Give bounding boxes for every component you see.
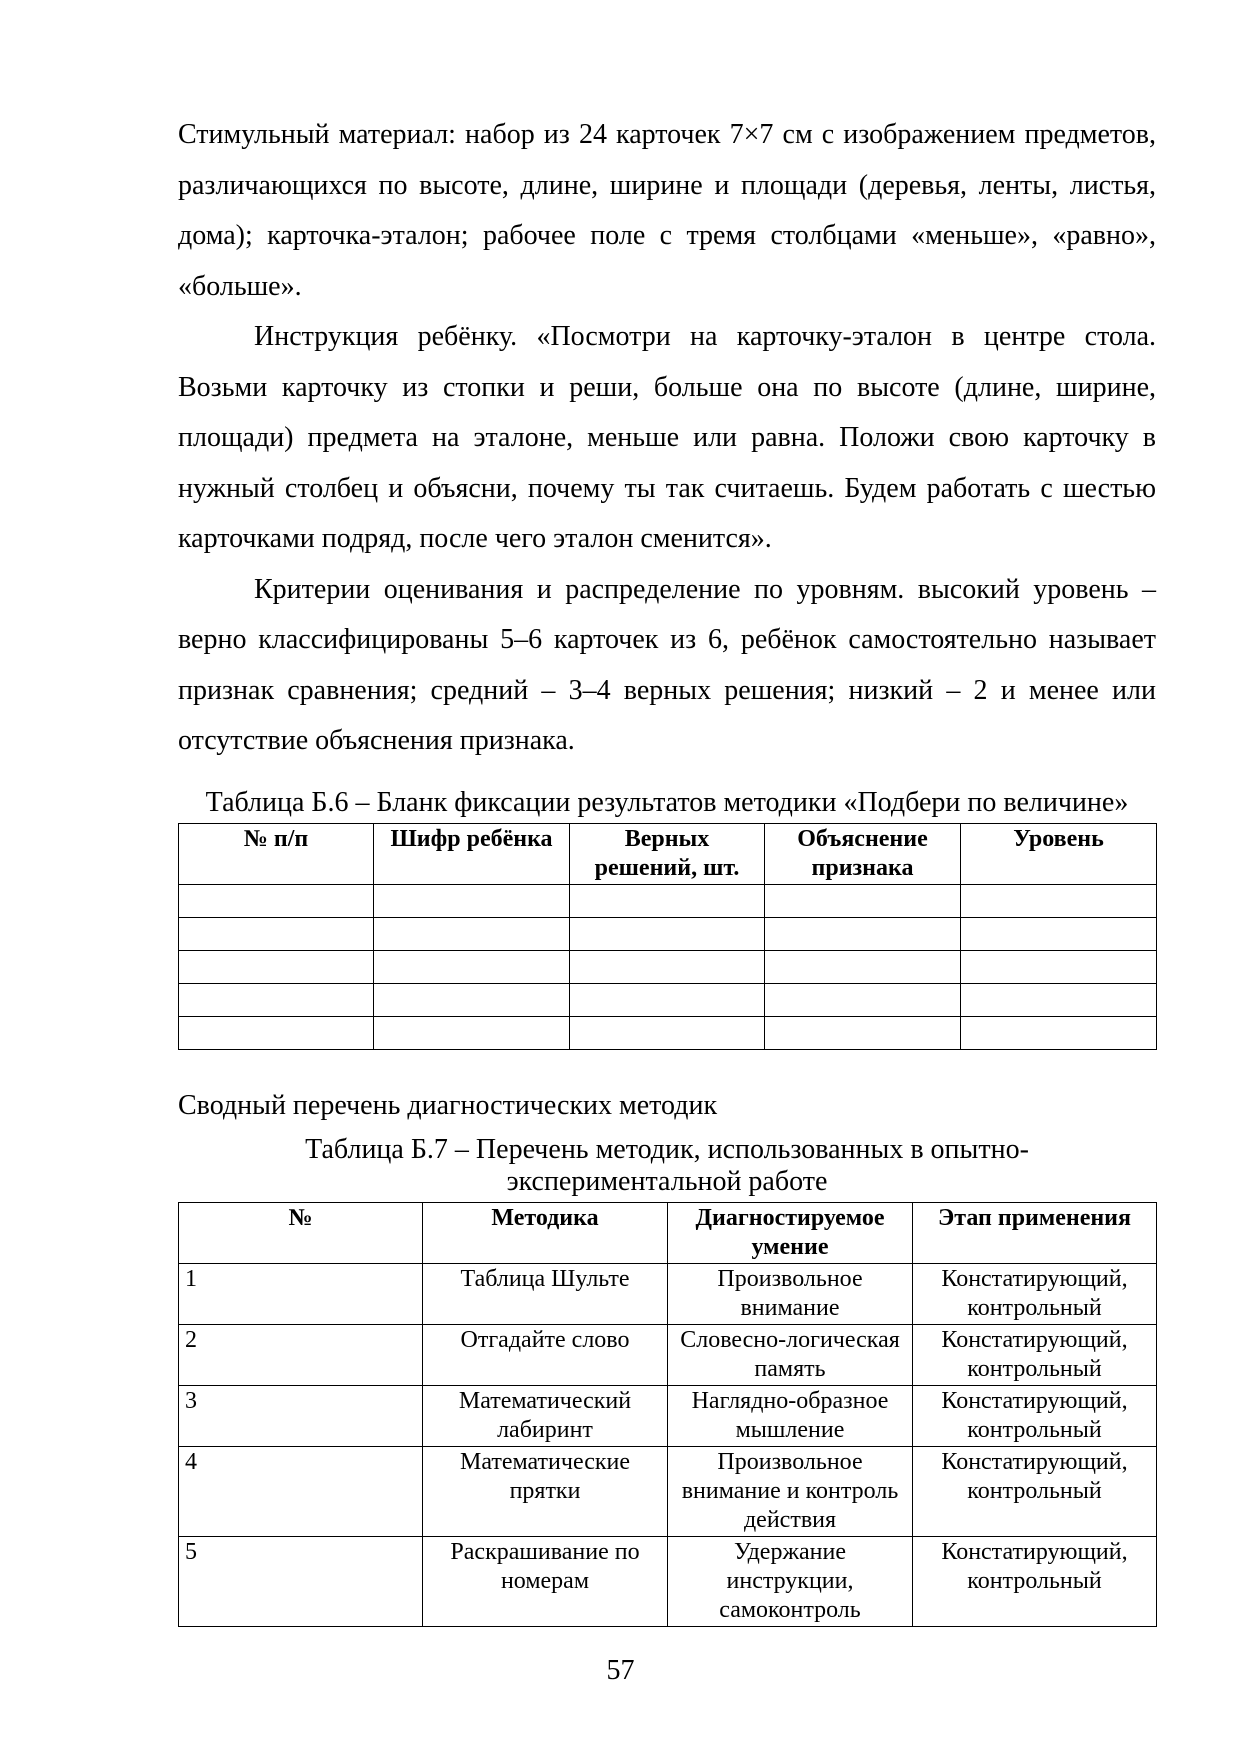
table-header-cell: Диагностируемое умение [668, 1202, 913, 1263]
table-cell: Математические прятки [423, 1446, 668, 1536]
table-row [179, 884, 1157, 917]
table-cell [179, 917, 374, 950]
table-header-cell: Объяснение признака [765, 823, 961, 884]
table-cell: Констатирующий, контрольный [913, 1446, 1157, 1536]
table-cell [570, 983, 765, 1016]
table-cell [570, 1016, 765, 1049]
table-cell [374, 950, 570, 983]
table-cell: 1 [179, 1263, 423, 1324]
table-cell [765, 884, 961, 917]
table-cell [374, 884, 570, 917]
table-cell [570, 950, 765, 983]
table-cell: 2 [179, 1324, 423, 1385]
table-cell: Констатирующий, контрольный [913, 1263, 1157, 1324]
methods-table [178, 1202, 1157, 1627]
table-cell: Констатирующий, контрольный [913, 1385, 1157, 1446]
table-cell: Произвольное внимание и контроль действия [668, 1446, 913, 1536]
table-cell [179, 983, 374, 1016]
table-cell [765, 917, 961, 950]
table-header-cell: № [179, 1202, 423, 1263]
table-cell [961, 950, 1157, 983]
table-cell [374, 983, 570, 1016]
table-row [179, 1324, 1157, 1385]
table-header-cell: Этап применения [913, 1202, 1157, 1263]
table-row [179, 1016, 1157, 1049]
table-cell [374, 1016, 570, 1049]
table-cell [765, 1016, 961, 1049]
table-cell: Произвольное внимание [668, 1263, 913, 1324]
table-row [179, 1385, 1157, 1446]
table-cell: 4 [179, 1446, 423, 1536]
table-row [179, 950, 1157, 983]
table-cell: Таблица Шульте [423, 1263, 668, 1324]
table-row [179, 1446, 1157, 1536]
table-header-row [179, 1202, 1157, 1263]
table-cell [179, 884, 374, 917]
table-cell: 5 [179, 1536, 423, 1626]
table-cell [765, 983, 961, 1016]
table-row [179, 1263, 1157, 1324]
table-row [179, 917, 1157, 950]
results-table [178, 823, 1157, 1050]
table-cell: Раскрашивание по номерам [423, 1536, 668, 1626]
paragraph-stimulus: Стимульный материал: набор из 24 карточек 7×7 см с изображением предметов, различающихся по высоте, длине, ширине и площади (деревья, ленты, листья, дома); карточка-эталон; рабочее поле с тремя столбцами «меньше», «равно», «больше». [178, 119, 1156, 302]
page-content [178, 110, 1156, 1627]
table-cell [374, 917, 570, 950]
table-cell [765, 950, 961, 983]
table-header-cell: Шифр ребёнка [374, 823, 570, 884]
summary-heading: Сводный перечень диагностических методик [178, 1089, 718, 1121]
page-number: 57 [606, 1655, 635, 1686]
table-cell [570, 917, 765, 950]
table7-caption: Таблица Б.7 – Перечень методик, использованных в опытно-экспериментальной работе [305, 1133, 1029, 1197]
table-cell: Математический лабиринт [423, 1385, 668, 1446]
table-row [179, 983, 1157, 1016]
table-cell: Словесно-логическая память [668, 1324, 913, 1385]
table-cell [961, 1016, 1157, 1049]
table-cell: Удержание инструкции, самоконтроль [668, 1536, 913, 1626]
table-cell [179, 1016, 374, 1049]
table-cell [961, 983, 1157, 1016]
table-cell [179, 950, 374, 983]
table-header-cell: Методика [423, 1202, 668, 1263]
table-row [179, 1536, 1157, 1626]
table-cell: Отгадайте слово [423, 1324, 668, 1385]
table-cell: Констатирующий, контрольный [913, 1324, 1157, 1385]
table-cell: Констатирующий, контрольный [913, 1536, 1157, 1626]
paragraph-instruction: Инструкция ребёнку. «Посмотри на карточку-эталон в центре стола. Возьми карточку из стопки и реши, больше она по высоте (длине, ширине, площади) предмета на эталоне, меньше или равна. Положи свою карточку в нужный столбец и объясни, почему ты так считаешь. Будем работать с шестью карточками подряд, после чего эталон сменится». [178, 321, 1156, 554]
table-header-cell: № п/п [179, 823, 374, 884]
table-header-cell: Верных решений, шт. [570, 823, 765, 884]
table-cell [961, 917, 1157, 950]
table-header-row [179, 823, 1157, 884]
table-cell [570, 884, 765, 917]
table-cell: 3 [179, 1385, 423, 1446]
table-cell: Наглядно-образное мышление [668, 1385, 913, 1446]
table6-caption: Таблица Б.6 – Бланк фиксации результатов методики «Подбери по величине» [205, 786, 1129, 818]
paragraph-criteria: Критерии оценивания и распределение по уровням. высокий уровень – верно классифицированы 5–6 карточек из 6, ребёнок самостоятельно называет признак сравнения; средний – 3–4 верных решения; низкий – 2 и менее или отсутствие объяснения признака. [178, 573, 1156, 756]
table-cell [961, 884, 1157, 917]
table-header-cell: Уровень [961, 823, 1157, 884]
